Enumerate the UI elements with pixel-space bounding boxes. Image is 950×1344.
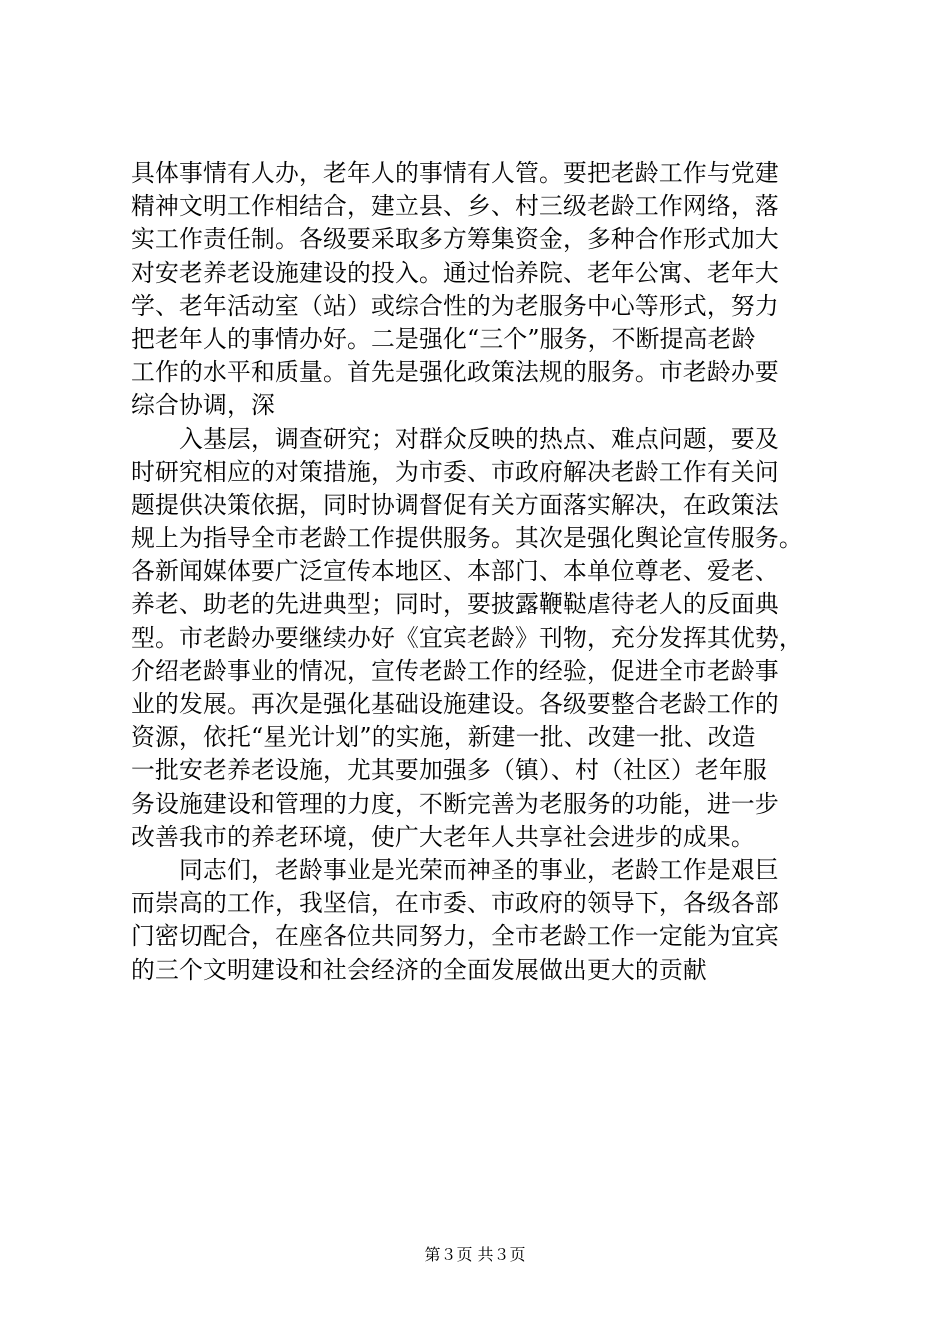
text-line: 同志们，老龄事业是光荣而神圣的事业，老龄工作是艰巨: [179, 855, 779, 884]
text-line: 而崇高的工作，我坚信，在市委、市政府的领导下，各级各部: [131, 889, 779, 918]
text-line: 务设施建设和管理的力度，不断完善为老服务的功能，进一步: [131, 789, 779, 818]
text-line: 养老、助老的先进典型；同时，要披露鞭鞑虐待老人的反面典: [131, 590, 779, 619]
text-line: 精神文明工作相结合，建立县、乡、村三级老龄工作网络，落: [131, 192, 779, 221]
text-line: 资源，依托“星光计划”的实施，新建一批、改建一批、改造: [131, 723, 756, 752]
page-number-footer: 第３页 共３页: [424, 1245, 526, 1264]
text-line: 题提供决策依据，同时协调督促有关方面落实解决，在政策法: [131, 490, 779, 519]
text-line: 把老年人的事情办好。二是强化“三个”服务，不断提高老龄: [131, 324, 756, 353]
text-line: 业的发展。再次是强化基础设施建设。各级要整合老龄工作的: [131, 690, 779, 718]
text-line: 入基层，调查研究；对群众反映的热点、难点问题，要及: [179, 424, 779, 453]
text-line: 改善我市的养老环境，使广大老年人共享社会进步的成果。: [131, 822, 755, 851]
text-line: 时研究相应的对策措施，为市委、市政府解决老龄工作有关问: [131, 457, 779, 486]
text-line: 一批安老养老设施，尤其要加强多（镇）、村（社区）老年服: [131, 756, 768, 785]
text-line: 实工作责任制。各级要采取多方筹集资金，多种合作形式加大: [131, 225, 779, 254]
text-line: 各新闻媒体要广泛宣传本地区、本部门、本单位尊老、爱老、: [131, 557, 779, 586]
document-body: [131, 157, 831, 987]
text-line: 介绍老龄事业的情况，宣传老龄工作的经验，促进全市老龄事: [131, 656, 779, 685]
text-line: 对安老养老设施建设的投入。通过怡养院、老年公寓、老年大: [131, 258, 779, 287]
text-line: 的三个文明建设和社会经济的全面发展做出更大的贡献: [131, 955, 707, 984]
text-line: 规上为指导全市老龄工作提供服务。其次是强化舆论宣传服务。: [131, 524, 803, 553]
text-line: 型。市老龄办要继续办好《宜宾老龄》刊物，充分发挥其优势，: [131, 623, 803, 652]
text-line: 具体事情有人办，老年人的事情有人管。要把老龄工作与党建: [131, 159, 779, 187]
text-line: 综合协调，深: [131, 391, 275, 420]
text-line: 学、老年活动室（站）或综合性的为老服务中心等形式，努力: [131, 291, 779, 320]
text-line: 门密切配合，在座各位共同努力，全市老龄工作一定能为宜宾: [131, 922, 779, 951]
text-line: 工作的水平和质量。首先是强化政策法规的服务。市老龄办要: [131, 358, 779, 387]
